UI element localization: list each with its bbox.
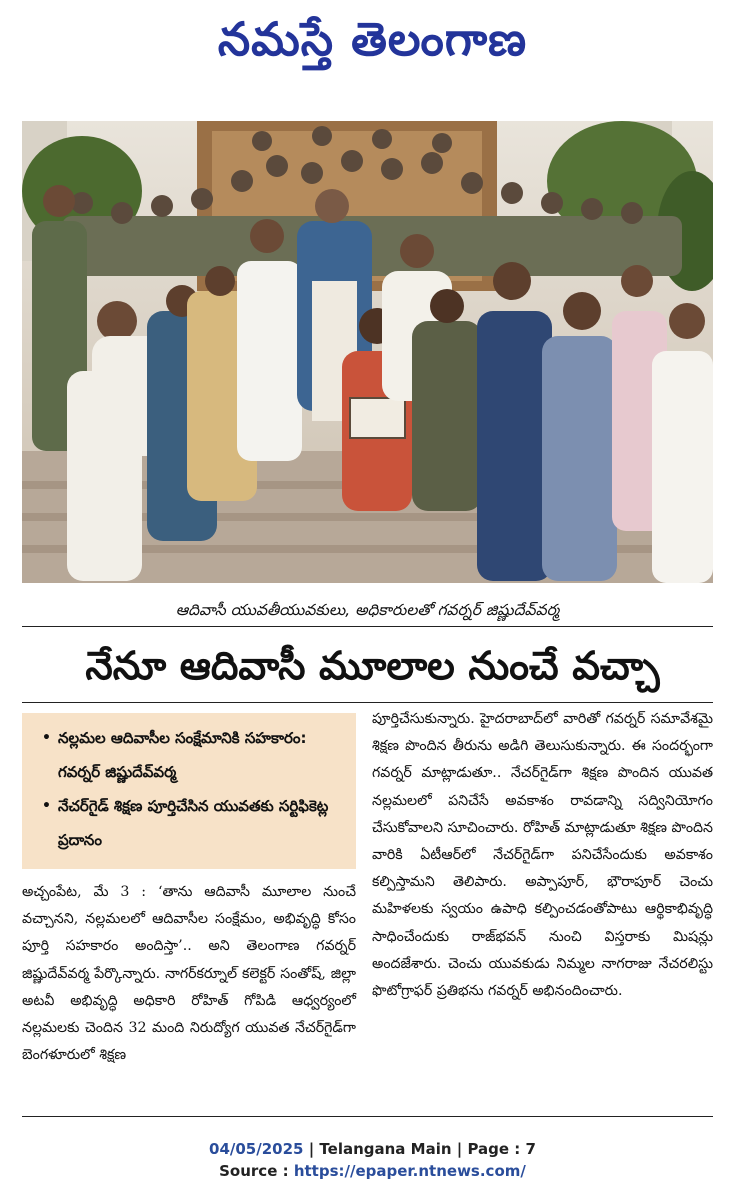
footer-edition: Telangana Main <box>319 1140 452 1158</box>
article-column-right: పూర్తిచేసుకున్నారు. హైదరాబాద్‌లో వారితో గవర్నర్ సమావేశమై శిక్షణ పొందిన తీరును అడిగి తెలుసుకున్నారు. ఈ సందర్భంగా గవర్నర్ మాట్లాడుతూ.. నేచర్‌గైడ్‌గా శిక్షణ పొందిన యువత నల్లమలలో పనిచేసే అవకాశం రావడాన్ని సద్వినియోగం చేసుకోవాలని సూచించారు. రోహిత్ మాట్లాడుతూ శిక్షణ పొందిన వారికి ఏటీఆర్‌లో నేచర్‌గైడ్‌గా పనిచేసేందుకు అవకాశం కల్పిస్తామని తెలిపారు. అప్పాపూర్, భౌరాపూర్ చెంచు మహిళలకు స్వయం ఉపాధి కల్పించడంతోపాటు ఆర్థికాభివృద్ధి సాధించేందుకు రాజ్‌భవన్ నుంచి విస్తరాకు మిషన్లు అందజేశారు. చెంచు యువకుడు నిమ్మల నాగరాజు నేచరలిస్టు ఫొటోగ్రాఫర్ ప్రతిభను గవర్నర్ అభినందించారు. <box>372 711 713 1000</box>
footer-date: 04/05/2025 <box>209 1140 304 1158</box>
highlight-text: నల్లమల ఆదివాసీల సంక్షేమానికి సహకారం: గవర్నర్ జిష్ణుదేవ్‌వర్మ <box>58 729 307 781</box>
group-photo <box>22 121 713 583</box>
footer-meta <box>0 1140 745 1158</box>
footer-separator: | <box>303 1140 320 1158</box>
group-photo-image <box>22 121 713 583</box>
divider-headline <box>22 702 713 703</box>
bullet-icon: • <box>42 798 51 814</box>
footer-source-link[interactable]: https://epaper.ntnews.com/ <box>293 1162 526 1180</box>
highlights-box <box>22 713 356 869</box>
footer-separator: | <box>451 1140 468 1158</box>
highlight-item <box>42 721 348 789</box>
divider-caption <box>22 626 713 627</box>
footer-page: Page : 7 <box>467 1140 536 1158</box>
footer-source-label: Source : <box>219 1162 294 1180</box>
highlight-item <box>42 789 348 857</box>
article-column-left: అచ్చంపేట, మే 3 : ‘తాను ఆదివాసీ మూలాల నుంచే వచ్చానని, నల్లమలలో ఆదివాసీల సంక్షేమం, అభివృద్ధి కోసం పూర్తి సహకారం అందిస్తా’.. అని తెలంగాణ గవర్నర్ జిష్ణుదేవ్‌వర్మ పేర్కొన్నారు. నాగర్‌కర్నూల్ కలెక్టర్ సంతోష్, జిల్లా అటవీ అభివృద్ధి అధికారి రోహిత్ గోపిడి ఆధ్వర్యంలో నల్లమలకు చెందిన 32 మంది నిరుద్యోగ యువత నేచర్‌గైడ్‌గా బెంగళూరులో శిక్షణ <box>22 884 356 1064</box>
highlight-text: నేచర్‌గైడ్ శిక్షణ పూర్తిచేసిన యువతకు సర్టిఫికెట్ల ప్రదానం <box>58 797 329 849</box>
headline: నేనూ ఆదివాసీ మూలాల నుంచే వచ్చా <box>85 644 660 689</box>
masthead-title: నమస్తే తెలంగాణ <box>217 12 528 66</box>
footer-source <box>0 1162 745 1180</box>
bullet-icon: • <box>42 730 51 746</box>
divider-footer <box>22 1116 713 1117</box>
photo-caption: ఆదివాసీ యువతీయువకులు, అధికారులతో గవర్నర్ జిష్ణుదేవ్‌వర్మ <box>175 601 560 619</box>
